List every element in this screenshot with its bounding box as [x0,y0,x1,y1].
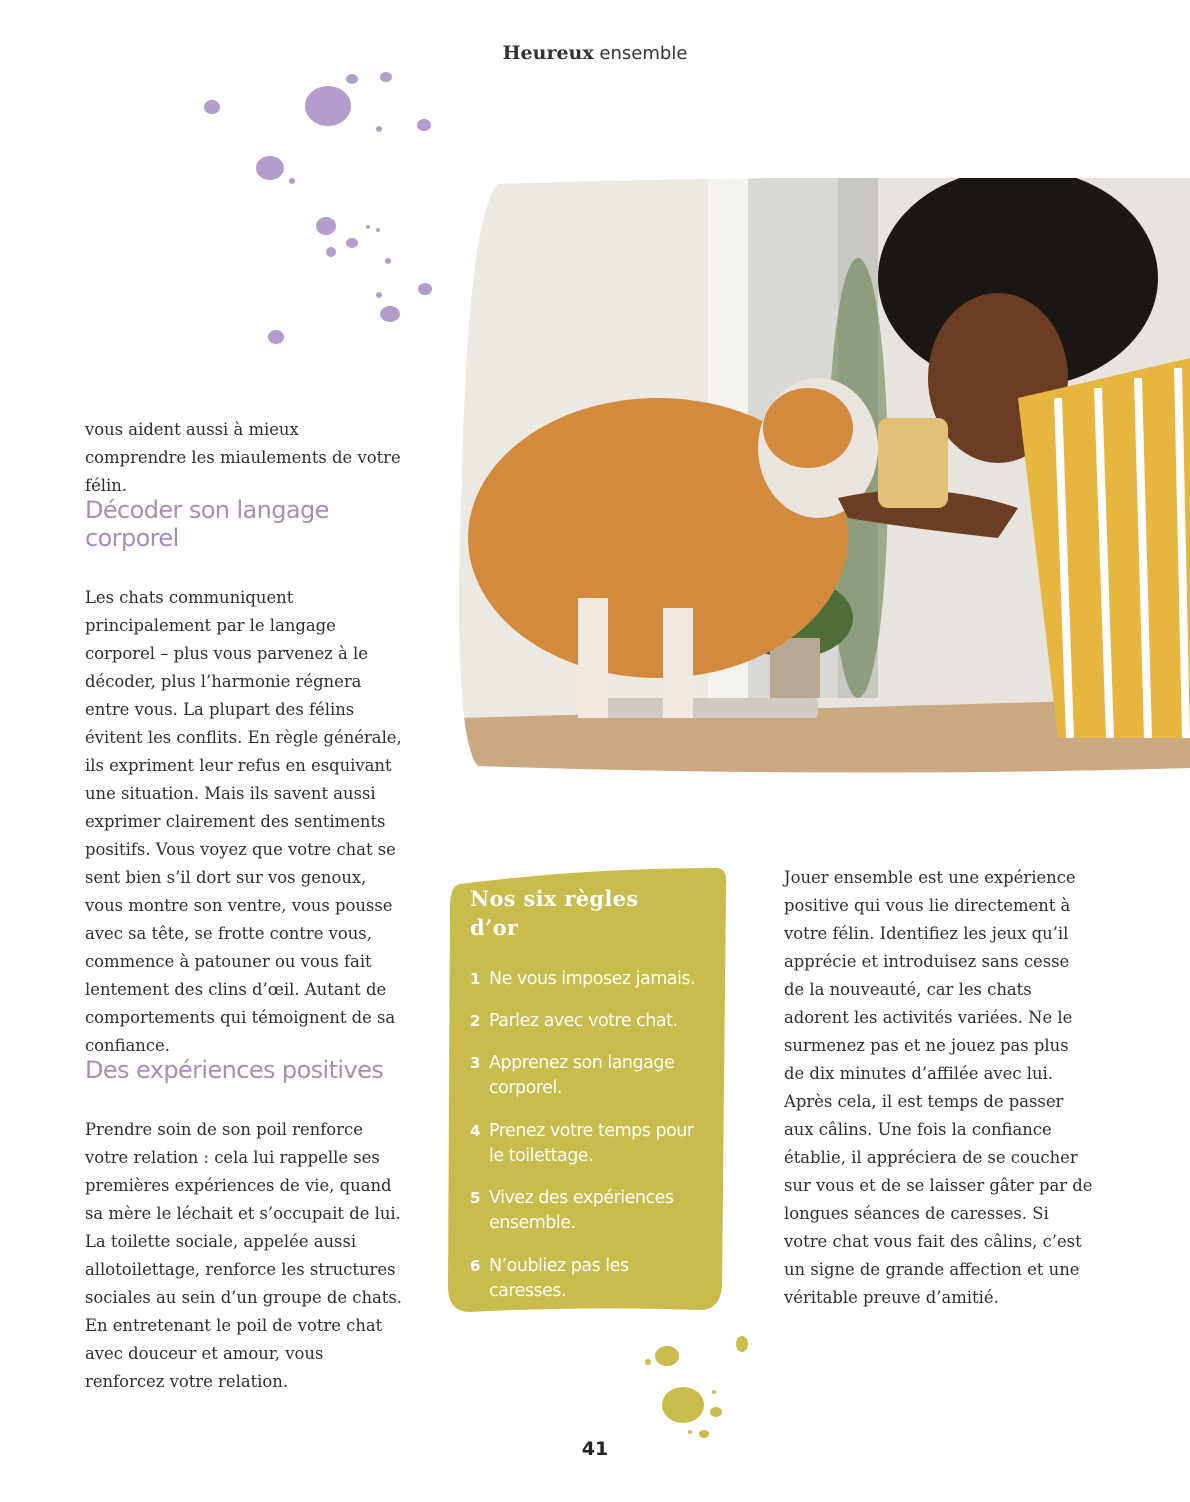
intro-paragraph [85,416,405,500]
olive-dots [645,1336,748,1438]
rule-number: 6 [470,1257,480,1275]
intro-text: vous aident aussi à mieux comprendre les miaulements de votre félin. [85,420,401,495]
rules-box-title [470,884,710,942]
rule-text: Apprenez son langage [489,1053,675,1073]
rule-number: 4 [470,1122,480,1140]
rule-text: Parlez avec votre chat. [489,1011,678,1031]
rule-item [470,1051,710,1101]
paragraph-text: Après cela, il est temps de passer aux câlins. Une fois la confiance établie, il appréciera de se coucher sur vous et de se laisser gâter par de longues séances de caresses. Si votre chat vous fait des câlins, c’est un signe de grande affection et une véritable preuve d’amitié. [784,1092,1093,1307]
rule-text: corporel. [489,1078,562,1098]
rule-text: Prenez votre temps pour [489,1121,694,1141]
cat-and-woman-photo [458,178,1190,774]
rule-item [470,1119,710,1169]
title-line: d’or [470,915,519,940]
section-heading-body-language [85,496,385,552]
rule-item [470,1254,710,1304]
right-column [784,864,1094,1312]
rule-number: 3 [470,1054,480,1072]
rule-number: 2 [470,1012,480,1030]
positive-experiences-paragraph [85,1116,403,1396]
paragraph-text: Jouer ensemble est une expérience positive qui vous lie directement à votre félin. Identifiez les jeux qu’il apprécie et introduisez sans cesse de la nouveauté, car les chats adorent les activités variées. Ne le surmenez pas et ne jouez pas plus de dix minutes d’affilée avec lui. [784,868,1076,1083]
title-line: Nos six règles [470,886,639,911]
rule-text: N’oubliez pas les caresses. [489,1256,629,1301]
paragraph-text: Prendre soin de son poil renforce votre relation : cela lui rappelle ses premières expériences de vie, quand sa mère le léchait et s’occupait de lui. La toilette sociale, appelée aussi allotoilettage, renforce les structures sociales au sein d’un groupe de chats. En entretenant le poil de votre chat avec douceur et amour, vous renforcez votre relation. [85,1120,402,1391]
heading-line: Décoder son langage [85,496,329,524]
rule-text: Ne vous imposez jamais. [489,969,696,989]
header-rest: ensemble [593,43,688,64]
rule-item [470,1186,710,1236]
body-language-paragraph [85,584,403,1060]
rule-number: 1 [470,970,480,988]
rule-text: Vivez des expériences [489,1188,674,1208]
section-heading-positive-experiences: Des expériences positives [85,1056,384,1084]
page-number: 41 [581,1438,609,1460]
header-bold: Heureux [502,42,594,64]
rule-text: ensemble. [489,1213,576,1233]
rule-item [470,967,710,992]
rule-number: 5 [470,1189,480,1207]
rule-text: le toilettage. [489,1146,594,1166]
rule-item [470,1009,710,1034]
running-header [0,42,1190,64]
purple-dots [204,72,432,344]
heading-line: corporel [85,524,179,552]
paragraph-text: Les chats communiquent principalement par le langage corporel – plus vous parvenez à le décoder, plus l’harmonie régnera entre vous. La plupart des félins évitent les conflits. En règle générale, ils expriment leur refus en esquivant une situation. Mais ils savent aussi exprimer clairement des sentiments positifs. Vous voyez que votre chat se sent bien s’il dort sur vos genoux, vous montre son ventre, vous pousse avec sa tête, se frotte contre vous, commence à patouner ou vous fait lentement des clins d’œil. Autant de comportements qui témoignent de sa confiance. [85,588,402,1055]
